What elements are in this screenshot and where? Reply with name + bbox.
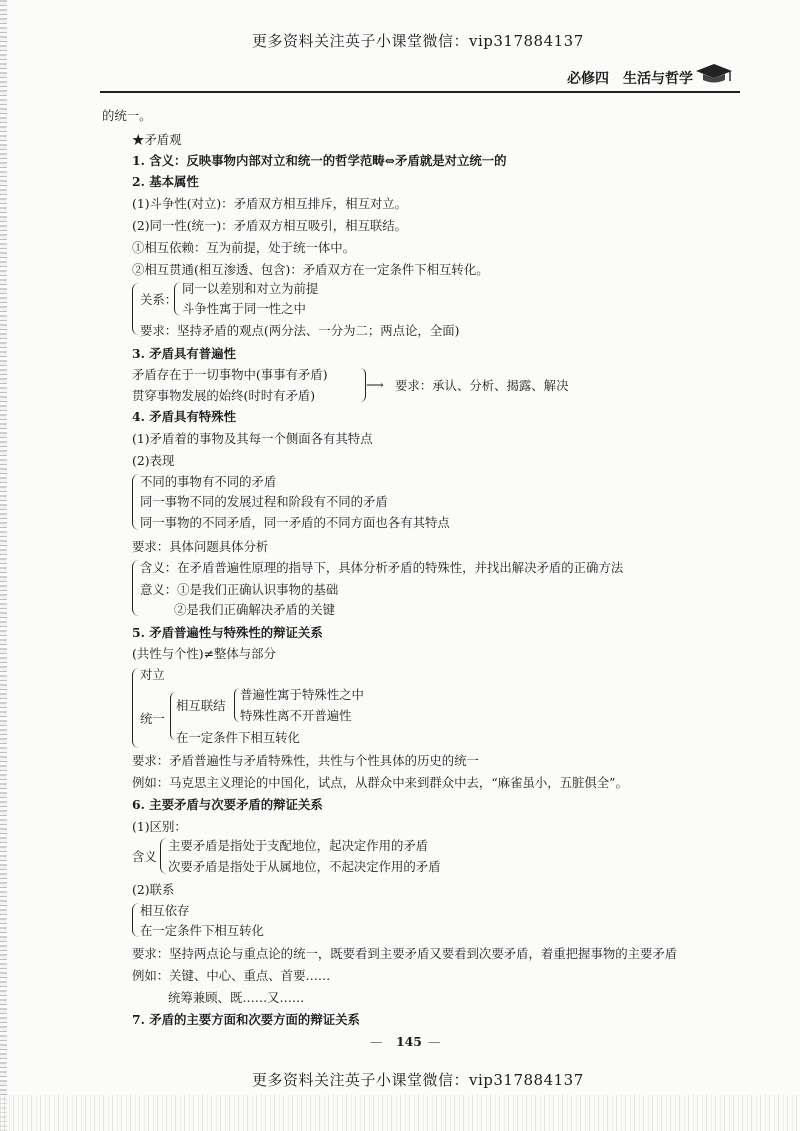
header-rule [100,91,740,93]
text-line: ②是我们正确解决矛盾的关键 [174,602,336,617]
text-line: 要求：承认、分析、揭露、解决 [395,378,569,393]
text-line: 次要矛盾是指处于从属地位，不起决定作用的矛盾 [168,859,441,874]
brace [132,560,139,616]
text-line: 要求：坚持两点论与重点论的统一，既要看到主要矛盾又要看到次要矛盾，着重把握事物的主要矛盾 [132,946,678,961]
text-line: 要求：具体问题具体分析 [132,539,269,554]
text-line: 不同的事物有不同的矛盾 [140,474,277,489]
text-line: 同一事物的不同矛盾，同一矛盾的不同方面也各有其特点 [140,515,450,530]
text-line: 例如：马克思主义理论的中国化，试点，从群众中来到群众中去，“麻雀虽小，五脏俱全”。 [132,775,628,790]
text-line: 含义：在矛盾普遍性原理的指导下，具体分析矛盾的特殊性，并找出解决矛盾的正确方法 [140,560,624,575]
text-line: (1)矛盾着的事物及其每一个侧面各有其特点 [132,431,373,446]
text-line: 要求：坚持矛盾的观点(两分法、一分为二；两点论，全面) [140,323,460,338]
arrow: ⟶ [366,377,384,392]
text-line: ①相互依赖：互为前提，处于统一体中。 [132,240,356,255]
text-line: ②相互贯通(相互渗透、包含)：矛盾双方在一定条件下相互转化。 [132,262,489,277]
text-line: (共性与个性)≠整体与部分 [132,646,276,661]
text-line: 贯穿事物发展的始终(时时有矛盾) [132,388,316,403]
text-line: 普遍性寓于特殊性之中 [240,687,364,702]
scan-bottom-noise [0,1095,800,1131]
brace [132,283,139,335]
text-line: 要求：矛盾普遍性与矛盾特殊性，共性与个性具体的历史的统一 [132,753,479,768]
section-heading: 7. 矛盾的主要方面和次要方面的辩证关系 [132,1012,360,1027]
text-line: 的统一。 [102,108,152,123]
text-line: 在一定条件下相互转化 [140,923,264,938]
header-book-title: 必修四 生活与哲学 [567,71,693,87]
page-number-dash-left: — [370,1034,385,1049]
text-line: 相互联结 [176,698,226,713]
text-line: 矛盾存在于一切事物中(事事有矛盾) [132,367,328,382]
text-line: (1)区别： [132,819,187,834]
text-line: 斗争性寓于同一性之中 [182,301,306,316]
text-line: 同一事物不同的发展过程和阶段有不同的矛盾 [140,494,388,509]
text-line: (2)表现 [132,453,175,468]
text-line: 意义：①是我们正确认识事物的基础 [140,582,339,597]
text-line: (2)联系 [132,882,175,897]
text-line: (2)同一性(统一)：矛盾双方相互吸引，相互联结。 [132,218,408,233]
text-line: 相互依存 [140,903,190,918]
text-line: 含义 [132,849,157,864]
text-line: 统一 [140,711,165,726]
page-number-dash-right: — [428,1034,443,1049]
text-line: 同一以差别和对立为前提 [182,281,319,296]
section-heading: 2. 基本属性 [132,174,199,189]
brace [160,838,167,874]
text-line: 关系： [140,292,178,307]
text-line: 特殊性离不开普遍性 [240,708,352,723]
brace [132,474,139,530]
section-heading: 5. 矛盾普遍性与特殊性的辩证关系 [132,625,323,640]
brace [132,668,139,748]
graduation-cap-icon [694,62,734,84]
brace [132,903,139,937]
watermark-bottom: 更多资料关注英子小课堂微信：vip317884137 [252,1071,584,1089]
section-heading: ★矛盾观 [132,132,182,147]
text-line: 例如：关键、中心、重点、首要…… [132,968,331,983]
text-line: 1. 含义：反映事物内部对立和统一的哲学范畴⇔矛盾就是对立统一的 [132,153,507,168]
section-heading: 3. 矛盾具有普遍性 [132,346,236,361]
text-line: 主要矛盾是指处于支配地位，起决定作用的矛盾 [168,838,429,853]
text-line: 在一定条件下相互转化 [176,730,300,745]
watermark-top: 更多资料关注英子小课堂微信：vip317884137 [252,32,584,50]
section-heading: 6. 主要矛盾与次要矛盾的辩证关系 [132,797,323,812]
section-heading: 4. 矛盾具有特殊性 [132,409,236,424]
text-line: 统筹兼顾、既……又…… [168,990,305,1005]
scan-left-edge [0,0,7,1131]
text-line: (1)斗争性(对立)：矛盾双方相互排斥，相互对立。 [132,196,408,211]
page-number: 145 [396,1034,422,1049]
brace [174,282,181,316]
text-line: 对立 [140,667,165,682]
